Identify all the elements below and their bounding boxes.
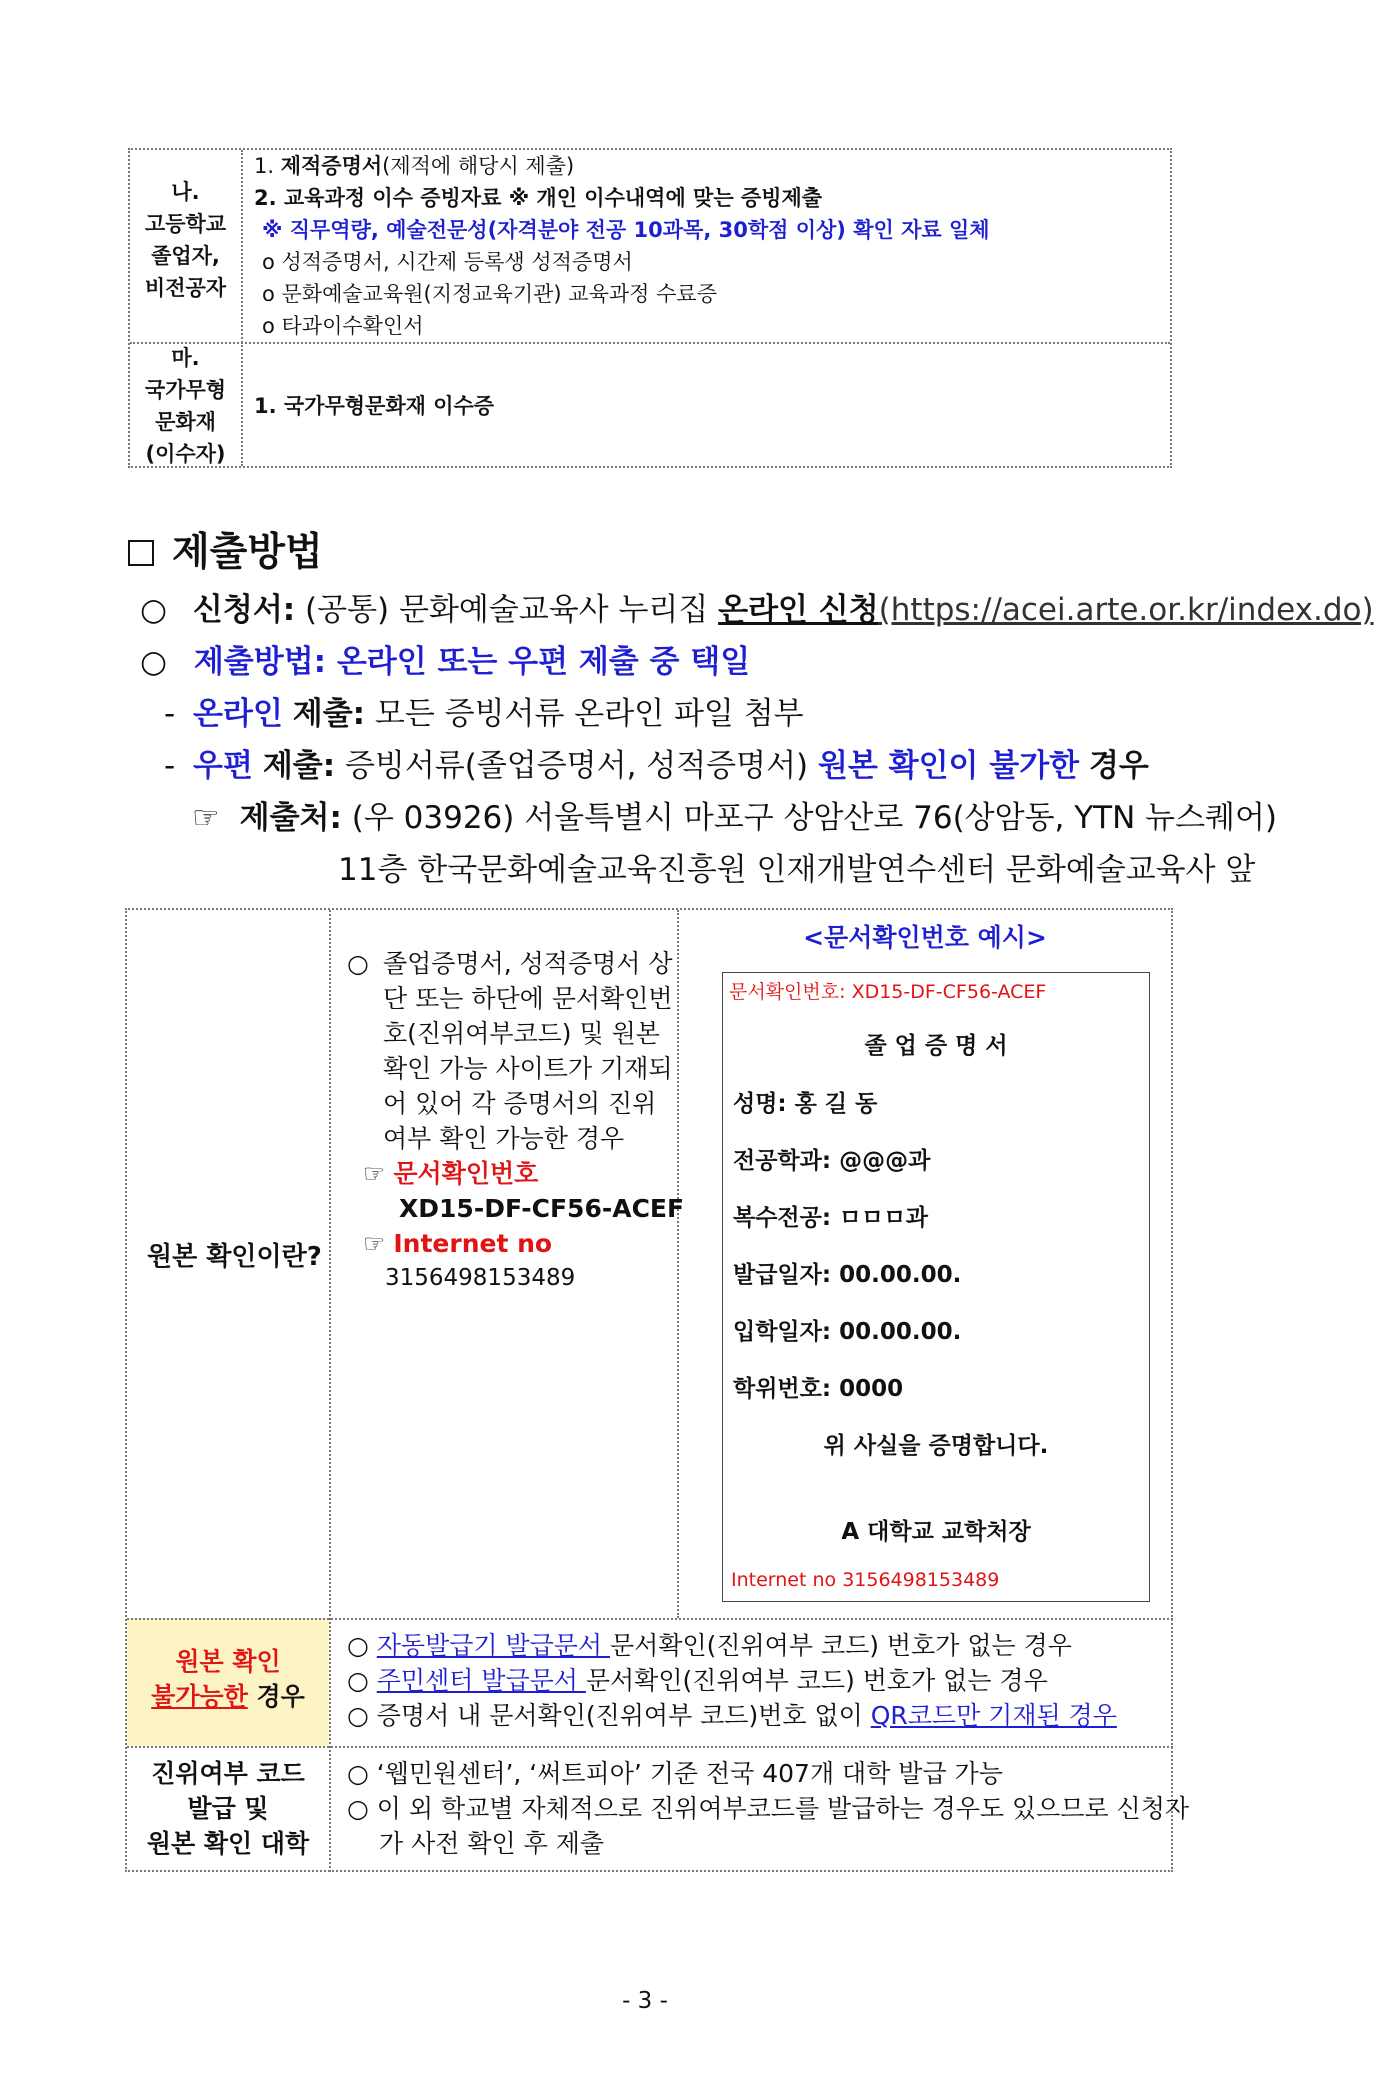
desc-line: 여부 확인 가능한 경우 — [383, 1124, 625, 1153]
section-checkbox-icon — [128, 540, 154, 566]
desc-bullet: ○ — [347, 949, 369, 978]
unverifiable-item-3: ○ 증명서 내 문서확인(진위여부 코드)번호 없이 QR코드만 기재된 경우 — [347, 1701, 1117, 1730]
internet-value: 3156498153489 — [385, 1265, 576, 1291]
cert-issue-date: 발급일자: 00.00.00. — [733, 1262, 962, 1288]
pointer-icon: ☞ — [363, 1159, 386, 1188]
cert-internet: Internet no 3156498153489 — [731, 1569, 1000, 1591]
desc-line: 확인 가능 사이트가 기재되 — [383, 1054, 673, 1083]
desc-line: 단 또는 하단에 문서확인번 — [383, 984, 673, 1013]
universities-item-2: ○ 이 외 학교별 자체적으로 진위여부코드를 발급하는 경우도 있으므로 신청자 — [347, 1794, 1189, 1823]
cert-statement: 위 사실을 증명합니다. — [823, 1433, 1049, 1459]
cert-name: 성명: 홍 길 동 — [733, 1091, 878, 1117]
desc-line: 호(진위여부코드) 및 원본 — [383, 1019, 660, 1048]
community-center-link[interactable]: 주민센터 발급문서 — [376, 1666, 586, 1695]
cert-issuer: A 대학교 교학처장 — [841, 1519, 1031, 1545]
application-line: ○ 신청서: (공통) 문화예술교육사 누리집 온라인 신청(https://acei.arte.or.kr/index.do) — [140, 592, 1374, 628]
qr-code-link[interactable]: QR코드만 기재된 경우 — [870, 1701, 1117, 1730]
unverifiable-item-1: ○ 자동발급기 발급문서 문서확인(진위여부 코드) 번호가 없는 경우 — [347, 1631, 1072, 1660]
desc-line: 어 있어 각 증명서의 진위 — [383, 1089, 657, 1118]
internet-line: ☞ Internet no — [363, 1229, 553, 1258]
pointer-icon: ☞ — [363, 1229, 386, 1258]
universities-item-2-cont: 가 사전 확인 후 제출 — [379, 1829, 604, 1858]
auto-issued-link[interactable]: 자동발급기 발급문서 — [376, 1631, 611, 1660]
na-note: ※ 직무역량, 예술전문성(자격분야 전공 10과목, 30학점 이상) 확인 자료 일체 — [262, 218, 990, 242]
na-item-1: 1. 제적증명서(제적에 해당시 제출) — [254, 154, 575, 178]
online-line: - 온라인 제출: 모든 증빙서류 온라인 파일 첨부 — [164, 696, 804, 732]
page-number: - 3 - — [622, 1988, 668, 2014]
na-sub-1: o 성적증명서, 시간제 등록생 성적증명서 — [262, 250, 633, 274]
example-title: <문서확인번호 예시> — [803, 923, 1047, 952]
pointer-icon: ☞ — [192, 800, 220, 836]
doc-no-value: XD15-DF-CF56-ACEF — [399, 1194, 685, 1223]
destination-line: ☞ 제출처: (우 03926) 서울특별시 마포구 상암산로 76(상암동, YTN 뉴스퀘어) — [192, 800, 1278, 836]
original-check-label: 원본 확인이란? — [147, 1242, 322, 1272]
method-line: ○ 제출방법: 온라인 또는 우편 제출 중 택일 — [140, 644, 751, 680]
application-link[interactable]: (https://acei.arte.or.kr/index.do) — [878, 592, 1374, 628]
na-item-2: 2. 교육과정 이수 증빙자료 ※ 개인 이수내역에 맞는 증빙제출 — [254, 186, 823, 210]
unverifiable-item-2: ○ 주민센터 발급문서 문서확인(진위여부 코드) 번호가 없는 경우 — [347, 1666, 1048, 1695]
verification-table — [125, 908, 1189, 1872]
destination-line-2: 11층 한국문화예술교육진흥원 인재개발연수센터 문화예술교육사 앞 — [338, 852, 1256, 888]
na-sub-2: o 문화예술교육원(지정교육기관) 교육과정 수료증 — [262, 282, 717, 306]
desc-line: 졸업증명서, 성적증명서 상 — [383, 949, 673, 978]
ma-item-1: 1. 국가무형문화재 이수증 — [254, 394, 495, 418]
section-title: 제출방법 — [172, 530, 323, 575]
row-label-ma: 마. 국가무형 문화재 (이수자) — [144, 346, 227, 466]
row-label-na: 나. 고등학교 졸업자, 비전공자 — [144, 180, 227, 300]
na-sub-3: o 타과이수확인서 — [262, 314, 424, 338]
certificate-example — [722, 972, 1150, 1602]
cert-double-major: 복수전공: ㅁㅁㅁ과 — [733, 1205, 928, 1231]
cert-degree-no: 학위번호: 0000 — [733, 1376, 904, 1402]
cert-major: 전공학과: @@@과 — [733, 1148, 931, 1174]
mail-line: - 우편 제출: 증빙서류(졸업증명서, 성적증명서) 원본 확인이 불가한 경우 — [164, 748, 1149, 784]
unverifiable-label: 원본 확인 불가능한 경우 — [151, 1647, 305, 1711]
cert-admission-date: 입학일자: 00.00.00. — [733, 1319, 962, 1345]
doc-no-line: ☞ 문서확인번호 — [363, 1159, 539, 1188]
universities-item-1: ○ ‘웹민원센터’, ‘써트피아’ 기준 전국 407개 대학 발급 가능 — [347, 1759, 1003, 1788]
cert-title: 졸 업 증 명 서 — [864, 1033, 1008, 1059]
universities-label: 진위여부 코드 발급 및 원본 확인 대학 — [146, 1759, 310, 1858]
qualification-table — [128, 148, 1172, 468]
cert-doc-no: 문서확인번호: XD15-DF-CF56-ACEF — [729, 981, 1047, 1003]
